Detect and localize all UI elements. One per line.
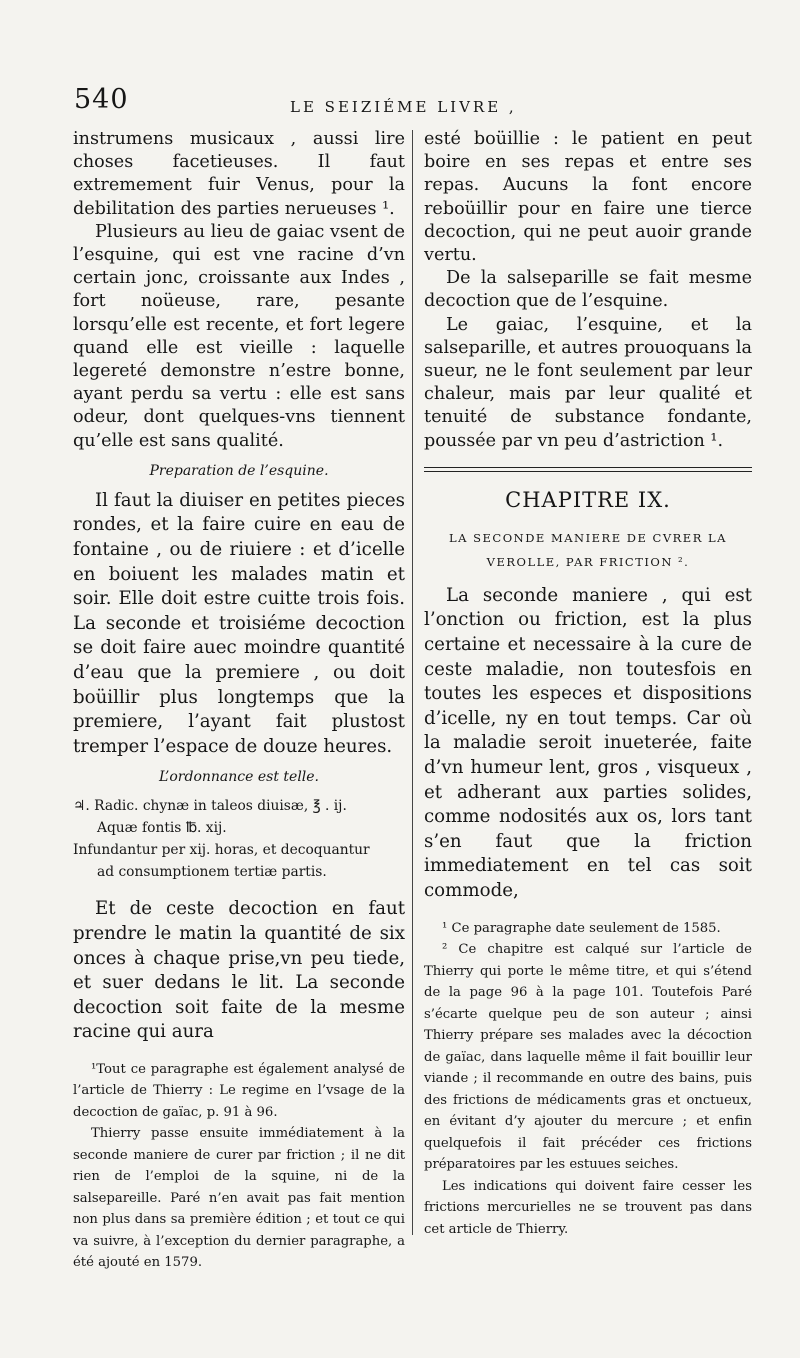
recipe-block	[73, 795, 405, 883]
section-heading-ordonnance: L’ordonnance est telle.	[158, 769, 320, 786]
right-paragraph-2: De la salseparille se fait mesme decoction que de l’esquine.	[424, 268, 752, 312]
right-paragraph-1: esté boüillie : le patient en peut boire en ses repas et entre ses repas. Aucuns la font encore reboüillir pour en faire une tierce decoction, qui ne peut auoir grande vertu.	[424, 129, 752, 266]
chapter-title: CHAPITRE IX.	[505, 487, 671, 512]
left-column	[73, 128, 405, 1274]
left-paragraph-3: Il faut la diuiser en petites pieces rondes, et la faire cuire en eau de fontaine , ou de riuiere : et d’icelle en boiuent les malades matin et soir. Elle doit estre cuitte trois fois. La seconde et troisiéme decoction se doit faire auec moindre quantité d’eau que la premiere , ou doit boüillir plus longtemps que la premiere, l’ayant fait plustost tremper l’espace de douze heures.	[73, 489, 405, 757]
column-divider	[412, 130, 413, 1235]
right-footnotes	[424, 918, 752, 1241]
recipe-line: ad consumptionem tertiæ partis.	[97, 864, 327, 881]
recipe-line: Infundantur per xij. horas, et decoquantur	[73, 842, 370, 859]
footnote-1: ¹Tout ce paragraphe est également analysé de l’article de Thierry : Le regime en l’vsage de la decoction de gaïac, p. 91 à 96.	[73, 1061, 405, 1120]
left-paragraph-1: instrumens musicaux , aussi lire choses facetieuses. Il faut extremement fuir Venus, pour la debilitation des parties nerueuses ¹.	[73, 129, 405, 219]
footnote-1-right: ¹ Ce paragraphe date seulement de 1585.	[442, 920, 721, 936]
double-rule	[424, 467, 752, 472]
right-paragraph-3: Le gaiac, l’esquine, et la salseparille, et autres prouoquans la sueur, ne le font seulement par leur chaleur, mais par leur qualité et tenuité de substance fondante, poussée par vn peu d’astriction ¹.	[424, 314, 752, 451]
page-header	[0, 84, 800, 124]
running-title: LE SEIZIÉME LIVRE ,	[290, 98, 517, 116]
left-paragraph-2: Plusieurs au lieu de gaiac vsent de l’esquine, qui est vne racine d’vn certain jonc, croissante aux Indes , fort noüeuse, rare, pesante lorsqu’elle est recente, et fort legere quand elle est vieille : laquelle legereté demonstre n’estre bonne, ayant perdu sa vertu : elle est sans odeur, dont quelques-vns tiennent qu’elle est sans qualité.	[73, 221, 405, 451]
recipe-line: Aquæ fontis ℔. xij.	[97, 820, 227, 837]
section-heading-preparation: Preparation de l’esquine.	[149, 462, 329, 479]
left-paragraph-4: Et de ceste decoction en faut prendre le matin la quantité de six onces à chaque prise,vn peu tiede, et suer dedans le lit. La seconde decoction soit faite de la mesme racine qui aura	[73, 898, 405, 1043]
footnote-3-right: Les indications qui doivent faire cesser les frictions mercurielles ne se trouvent pas dans cet article de Thierry.	[424, 1178, 752, 1237]
footnote-2-right: ² Ce chapitre est calqué sur l’article de Thierry qui porte le même titre, et qui s’étend de la page 96 à la page 101. Toutefois Paré s’écarte quelque peu de son auteur ; ainsi Thierry prépare ses malades avec la décoction de gaïac, dans laquelle même il fait bouillir leur viande ; il recommande en outre des bains, puis des frictions de médicaments gras et onctueux, en évitant d’y ajouter du mercure ; et enfin quelquefois il fait précéder ces frictions préparatoires par les estuues seiches.	[424, 942, 752, 1173]
right-column	[424, 128, 752, 1240]
footnote-continuation: Thierry passe ensuite immédiatement à la seconde maniere de curer par friction ; il ne dit rien de l’emploi de la squine, ni de la salsepareille. Paré n’en avait pas fait mention non plus dans sa première édition ; et tout ce qui va suivre, à l’exception du dernier paragraphe, a été ajouté en 1579.	[73, 1126, 405, 1271]
left-footnotes	[73, 1059, 405, 1274]
chapter-subtitle: LA SECONDE MANIERE DE CVRER LA VEROLLE, PAR FRICTION ².	[449, 530, 727, 569]
right-paragraph-4: La seconde maniere , qui est l’onction ou friction, est la plus certaine et necessaire à la cure de ceste maladie, non toutesfois en toutes les especes et dispositions d’icelle, ny en tout temps. Car où la maladie seroit inueterée, faite d’vn humeur lent, gros , visqueux , et adherant aux parties solides, comme nodosités aux os, lors tant s’en faut que la friction immediatement en tel cas soit commode,	[424, 584, 752, 901]
recipe-line: ♃. Radic. chynæ in taleos diuisæ, ℥ . ij.	[73, 798, 347, 815]
page-number: 540	[74, 84, 129, 115]
